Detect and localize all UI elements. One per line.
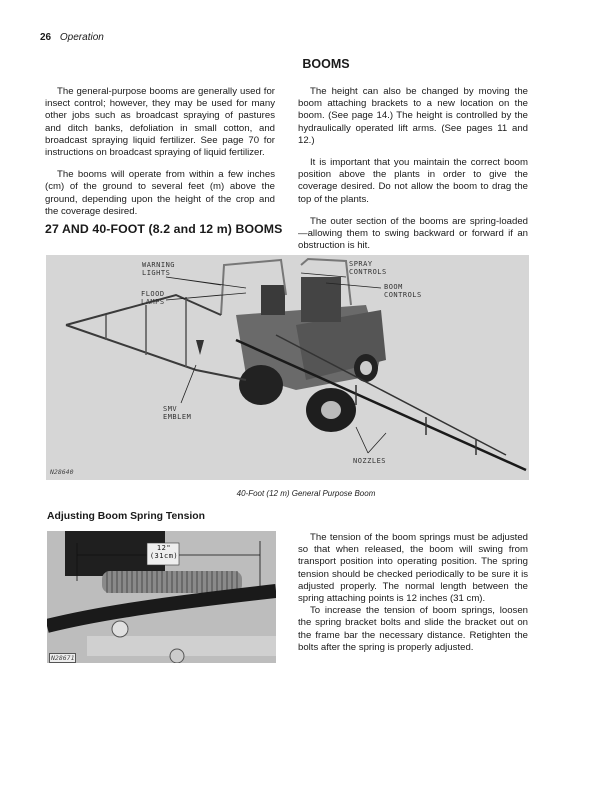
section-name: Operation [59,32,104,43]
page-number: 26 [40,32,52,43]
callout-line: NOZZLES [353,457,387,465]
callout-boom-controls [384,283,422,299]
callout-flood-lamps [141,290,165,306]
callout-line: SPRAY [349,260,373,268]
dimension-label [148,544,180,560]
callout-nozzles [353,457,386,465]
callout-line: EMBLEM [163,413,192,421]
paragraph: The general-purpose booms are generally used for insect control; however, they may be used for many other jobs such as broadcast spraying of pastures and ditch banks, defoliation in small cotton, and broadcast spraying liquid fertilizer. See page 70 for instructions on broadcast spraying of liquid fertilizer. [45,86,275,159]
callout-line: FLOOD [141,290,165,298]
right-column-text [298,86,528,252]
callout-line: LAMPS [141,298,165,306]
sprayer-illustration [46,255,529,480]
running-head [40,32,104,43]
paragraph: It is important that you maintain the correct boom position above the plants in order to give the coverage desired. Do not allow the boom to drag the top of the plants. [298,157,528,205]
paragraph: To increase the tension of boom springs, loosen the spring bracket bolts and slide the bracket out on the frame bar the necessary distance. Retighten the bolts after the spring is properly adjusted. [298,605,528,653]
paragraph: The height can also be changed by moving the boom attaching brackets to a new location on the boom. (See page 14.) The height is controlled by the hydraulically operated lift arms. (See pages 11 and 12.) [298,86,528,146]
callout-spray-controls [349,260,387,276]
callout-warning-lights [142,261,175,277]
dimension-inches: 12" [156,544,172,552]
dimension-cm: (31cm) [149,552,179,560]
sprayer-photo [46,255,529,480]
booms-subheading: 27 AND 40-FOOT (8.2 and 12 m) BOOMS [45,222,283,236]
callout-line: CONTROLS [384,291,422,299]
left-column-text [45,86,275,218]
paragraph: The tension of the boom springs must be adjusted so that when released, the boom will swing from transport position into operating position. The spring tension should be checked periodically to be sure it is adjusted properly. The normal length between the spring attaching points is 12 inches (31 cm). [298,532,528,605]
spring-tension-text [298,532,528,654]
paragraph: The booms will operate from within a few inches (cm) of the ground to several feet (m) above the ground, depending upon the height of the crop and the coverage desired. [45,169,275,217]
callout-line: CONTROLS [349,268,387,276]
spring-tension-heading: Adjusting Boom Spring Tension [47,511,205,522]
callout-line: BOOM [384,283,403,291]
figure-caption: 40-Foot (12 m) General Purpose Boom [236,489,376,498]
callout-line: LIGHTS [142,269,171,277]
callout-line: WARNING [142,261,176,269]
page-title: BOOMS [302,57,350,71]
callout-smv-emblem [163,405,191,421]
paragraph: The outer section of the booms are spring-loaded—allowing them to swing backward or forward if an obstruction is hit. [298,215,528,252]
figure-ref-number: N28640 [50,468,74,476]
figure-ref-number: N28671 [51,654,75,662]
callout-line: SMV [163,405,178,413]
spring-photo [47,531,276,663]
